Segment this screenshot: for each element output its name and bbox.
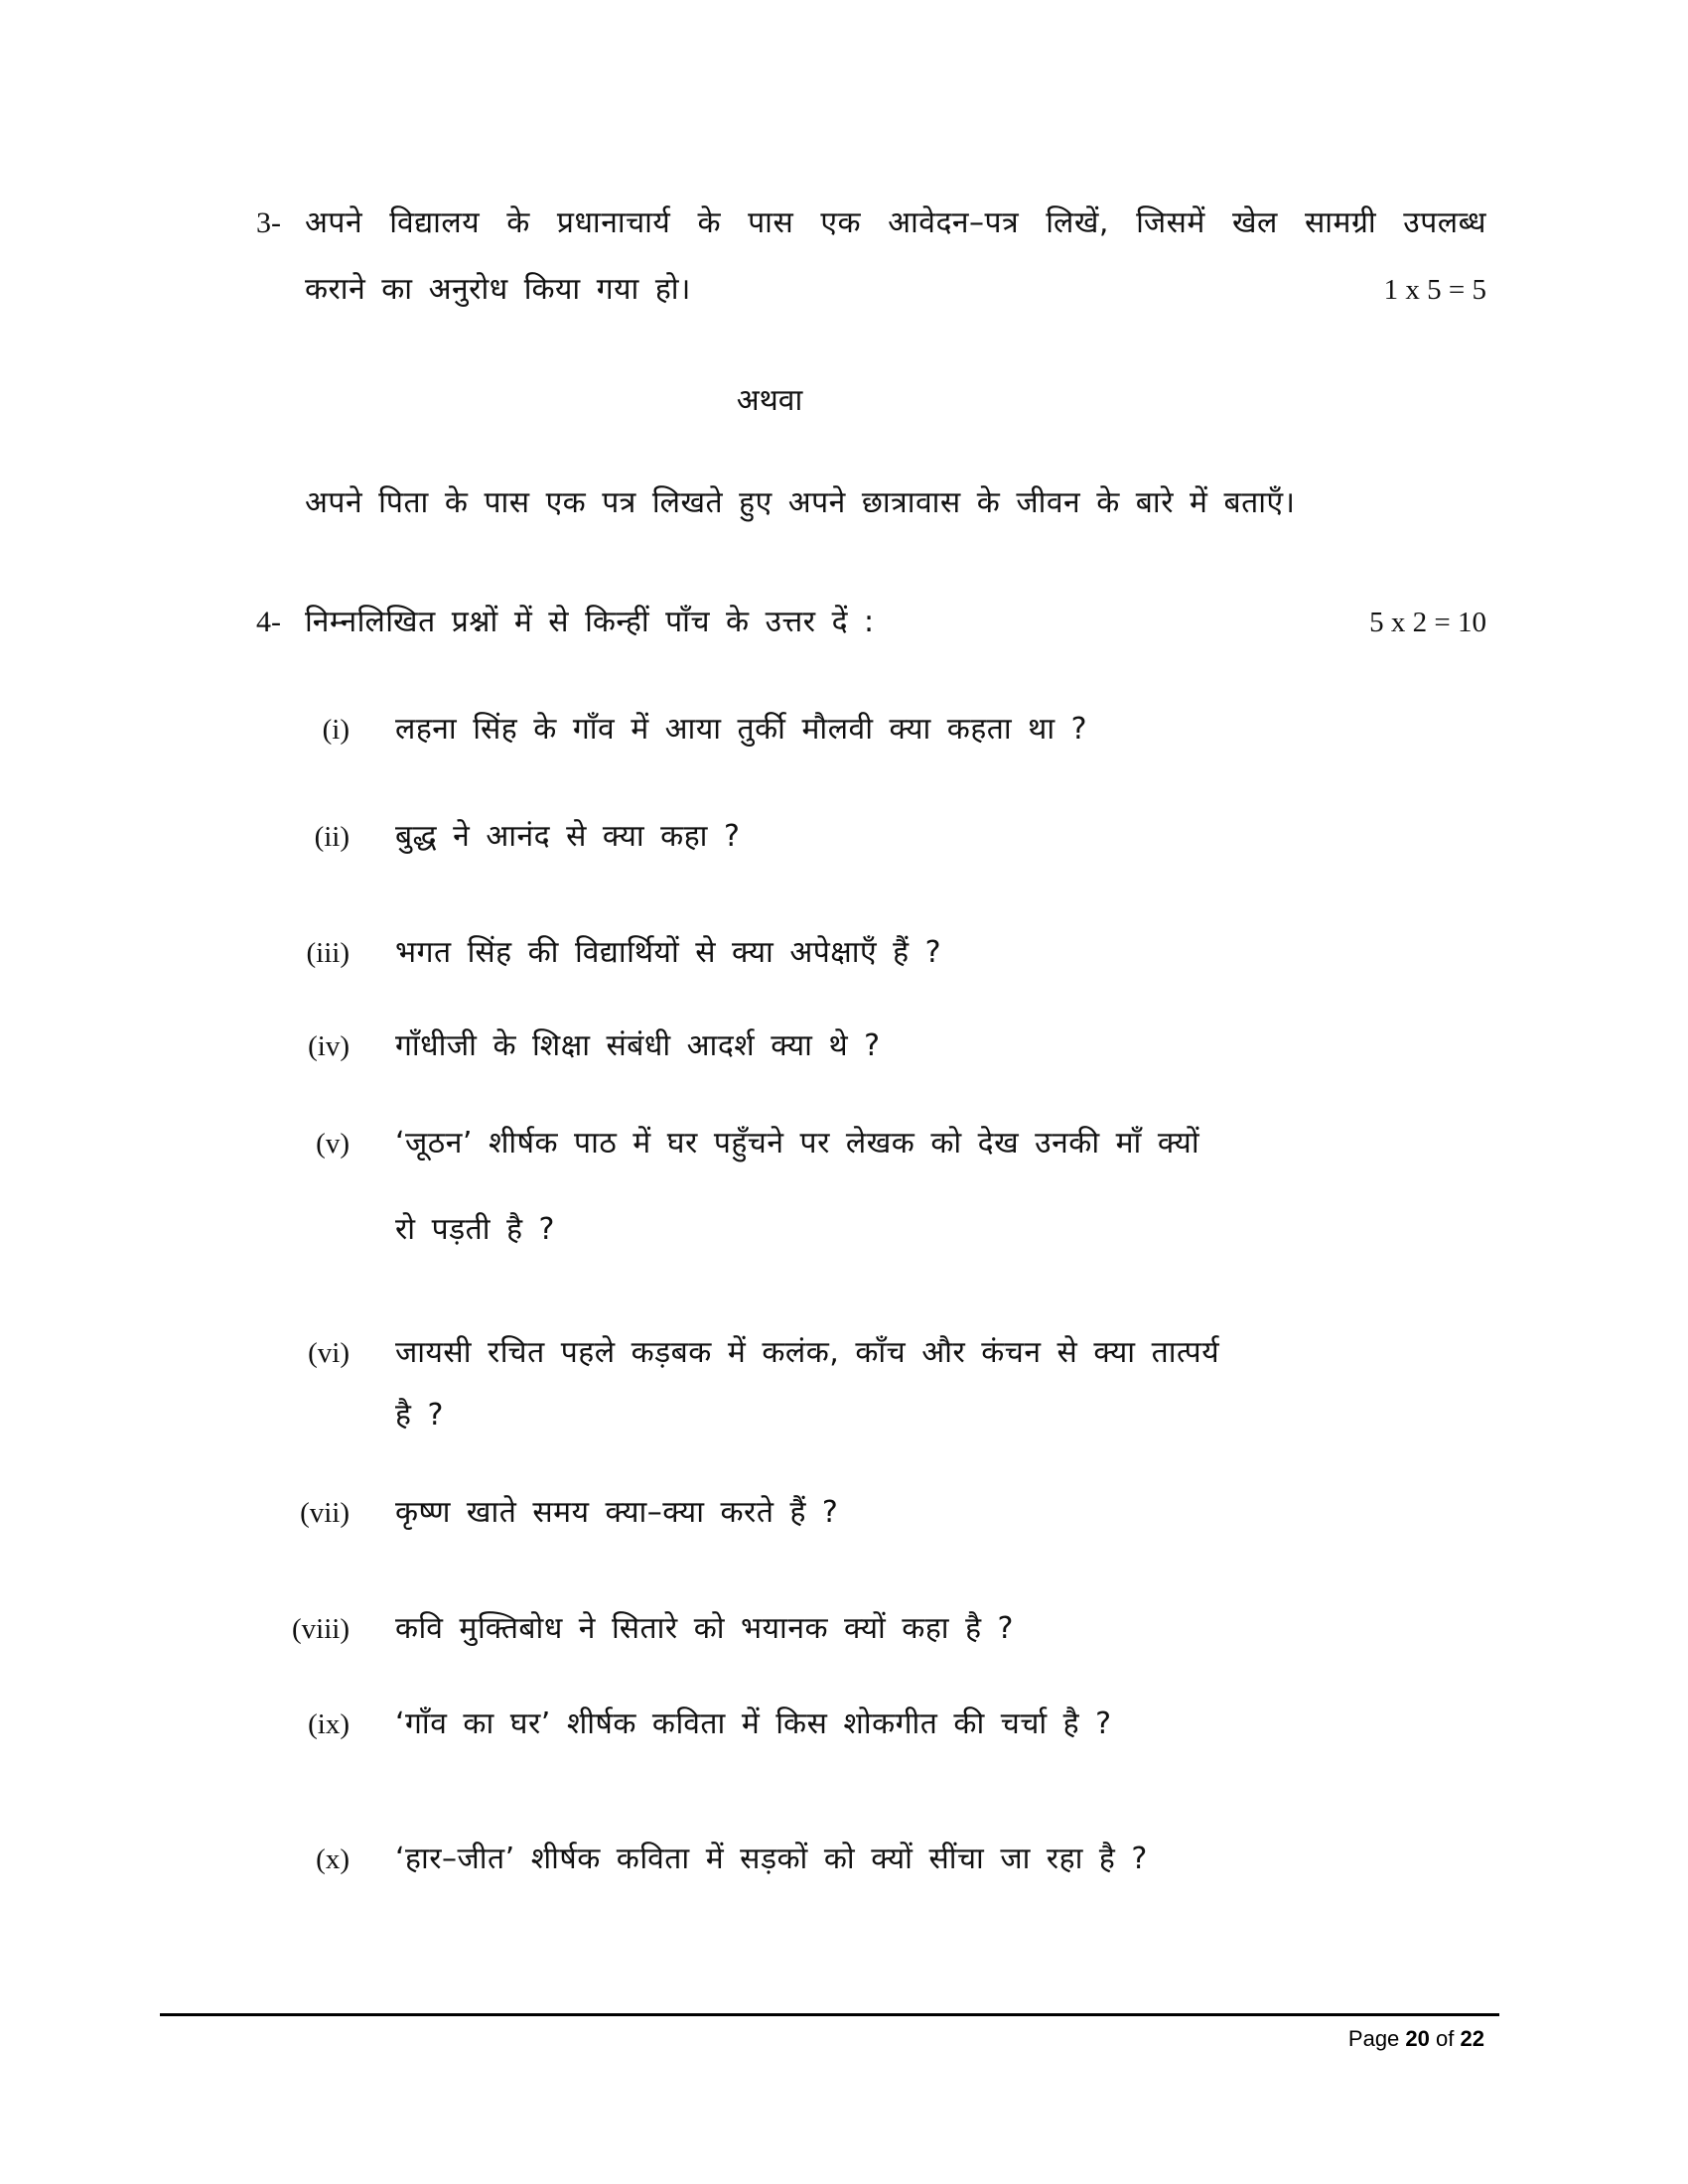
question-4-number: 4- <box>256 606 281 638</box>
sub-question-text: कवि मुक्तिबोध ने सितारे को भयानक क्यों कहा है ? <box>395 1611 1014 1646</box>
sub-question-label: (ii) <box>314 821 350 853</box>
sub-question-label: (iii) <box>306 937 350 969</box>
question-3-marks: 1 x 5 = 5 <box>1383 274 1486 306</box>
sub-question-label: (vi) <box>308 1337 350 1369</box>
of-word: of <box>1436 2026 1455 2051</box>
total-pages: 22 <box>1460 2026 1484 2051</box>
current-page: 20 <box>1405 2026 1430 2051</box>
sub-question-text: ‘जूठन’ शीर्षक पाठ में घर पहुँचने पर लेखक को देख उनकी माँ क्यों <box>395 1126 1200 1160</box>
page-word: Page <box>1347 2026 1400 2051</box>
footer-divider <box>160 2013 1499 2016</box>
sub-question-label: (vii) <box>300 1497 350 1529</box>
sub-question-label: (i) <box>322 714 350 746</box>
sub-question-label: (ix) <box>308 1708 350 1740</box>
question-3-text-line-1: अपने विद्यालय के प्रधानाचार्य के पास एक आवेदन–पत्र लिखें, जिसमें खेल सामग्री उपलब्ध <box>305 205 1486 240</box>
sub-question-text: जायसी रचित पहले कड़बक में कलंक, काँच और कंचन से क्या तात्पर्य <box>395 1335 1220 1370</box>
sub-question-text: गाँधीजी के शिक्षा संबंधी आदर्श क्या थे ? <box>395 1028 881 1063</box>
page-number <box>1348 2025 1484 2053</box>
sub-question-text: ‘हार–जीत’ शीर्षक कविता में सड़कों को क्यों सींचा जा रहा है ? <box>395 1842 1148 1876</box>
sub-question-text: भगत सिंह की विद्यार्थियों से क्या अपेक्षाएँ हैं ? <box>395 935 942 970</box>
question-3-text-line-2: कराने का अनुरोध किया गया हो। <box>305 272 691 307</box>
sub-question-text: ‘गाँव का घर’ शीर्षक कविता में किस शोकगीत की चर्चा है ? <box>395 1706 1112 1741</box>
or-divider: अथवा <box>736 383 803 418</box>
sub-question-text: बुद्ध ने आनंद से क्या कहा ? <box>395 819 741 854</box>
question-4-prompt: निम्नलिखित प्रश्नों में से किन्हीं पाँच के उत्तर दें : <box>305 605 875 639</box>
sub-question-label: (iv) <box>308 1030 350 1062</box>
sub-question-text: लहना सिंह के गाँव में आया तुर्की मौलवी क्या कहता था ? <box>395 712 1088 747</box>
sub-question-text-continued: है ? <box>395 1398 444 1433</box>
question-3-alternative: अपने पिता के पास एक पत्र लिखते हुए अपने छात्रावास के जीवन के बारे में बताएँ। <box>305 485 1296 520</box>
question-4-marks: 5 x 2 = 10 <box>1369 607 1486 638</box>
sub-question-label: (v) <box>316 1128 350 1160</box>
sub-question-text: कृष्ण खाते समय क्या–क्या करते हैं ? <box>395 1495 839 1530</box>
sub-question-label: (viii) <box>292 1613 350 1645</box>
sub-question-label: (x) <box>316 1843 350 1875</box>
question-3-number: 3- <box>256 206 281 239</box>
sub-question-text-continued: रो पड़ती है ? <box>395 1212 555 1247</box>
